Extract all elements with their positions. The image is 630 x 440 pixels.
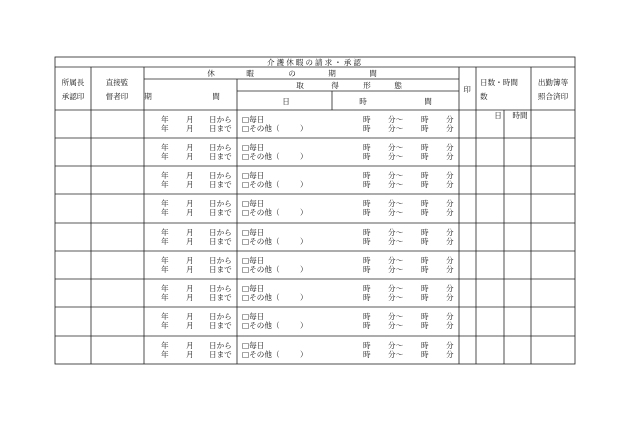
row-to-day: 日まで — [209, 321, 232, 330]
row-daily-checkbox: □毎日 — [242, 228, 265, 237]
row-daily-checkbox: □毎日 — [242, 171, 265, 180]
header-col1-line2: 承認印 — [61, 92, 85, 101]
row-time1-hour2: 時 — [421, 228, 429, 237]
row-daily-checkbox: □毎日 — [242, 199, 265, 208]
header-seal: 印 — [463, 85, 471, 94]
row-from-month: 月 — [186, 171, 194, 180]
row-time1-min2: 分 — [446, 341, 454, 350]
row-time1-hour2: 時 — [421, 256, 429, 265]
row-other-close: ） — [300, 237, 308, 246]
row-time1-min2: 分 — [446, 312, 454, 321]
row-other-checkbox: □その他（ — [242, 350, 280, 359]
row-time1-hour2: 時 — [421, 171, 429, 180]
row-time1-hour2: 時 — [421, 284, 429, 293]
row-from-month: 月 — [186, 256, 194, 265]
row-daily-checkbox: □毎日 — [242, 341, 265, 350]
row-time1-hour: 時 — [363, 228, 371, 237]
row-other-checkbox: □その他（ — [242, 180, 280, 189]
row-to-year: 年 — [161, 180, 169, 189]
row-time1-hour: 時 — [363, 312, 371, 321]
row-other-checkbox: □その他（ — [242, 208, 280, 217]
row-daily-checkbox: □毎日 — [242, 256, 265, 265]
row-time2-min: 分～ — [388, 208, 404, 217]
row-time2-hour: 時 — [363, 180, 371, 189]
row-time1-min2: 分 — [446, 228, 454, 237]
header-day: 日 — [282, 97, 290, 106]
row-time1-hour2: 時 — [421, 115, 429, 124]
row-to-day: 日まで — [209, 293, 232, 302]
row-from-month: 月 — [186, 341, 194, 350]
row-to-month: 月 — [186, 350, 194, 359]
row-time1-min: 分～ — [388, 341, 404, 350]
row-time1-hour: 時 — [363, 284, 371, 293]
row-from-year: 年 — [161, 115, 169, 124]
row-time1-min2: 分 — [446, 171, 454, 180]
row-from-year: 年 — [161, 284, 169, 293]
row-from-day: 日から — [209, 256, 232, 265]
row-time2-min2: 分 — [446, 350, 454, 359]
row-time1-hour: 時 — [363, 256, 371, 265]
row-time2-min: 分～ — [388, 152, 404, 161]
row-from-month: 月 — [186, 115, 194, 124]
row-from-day: 日から — [209, 228, 232, 237]
row-other-close: ） — [300, 180, 308, 189]
row-other-checkbox: □その他（ — [242, 237, 280, 246]
row-from-year: 年 — [161, 312, 169, 321]
row-other-checkbox: □その他（ — [242, 265, 280, 274]
row-to-day: 日まで — [209, 237, 232, 246]
row-time1-hour2: 時 — [421, 143, 429, 152]
row-to-year: 年 — [161, 124, 169, 133]
row-to-month: 月 — [186, 152, 194, 161]
row-from-day: 日から — [209, 199, 232, 208]
row-time2-min: 分～ — [388, 237, 404, 246]
row-daily-checkbox: □毎日 — [242, 115, 265, 124]
header-shutoku-1: 取 — [296, 81, 304, 90]
row-time2-hour2: 時 — [421, 265, 429, 274]
header-days-hours-2: 数 — [480, 92, 488, 101]
row-time1-min: 分～ — [388, 199, 404, 208]
row-from-day: 日から — [209, 171, 232, 180]
header-kyuka-3: の — [288, 69, 296, 78]
row-time2-min2: 分 — [446, 180, 454, 189]
header-kyuka-2: 暇 — [246, 69, 254, 78]
header-shutoku-3: 形 — [363, 81, 371, 90]
row-time2-hour2: 時 — [421, 237, 429, 246]
row-daily-checkbox: □毎日 — [242, 284, 265, 293]
row-to-month: 月 — [186, 293, 194, 302]
row-time1-hour2: 時 — [421, 341, 429, 350]
row-time1-min: 分～ — [388, 143, 404, 152]
row-from-day: 日から — [209, 143, 232, 152]
row-time2-min: 分～ — [388, 350, 404, 359]
unit-day: 日 — [494, 111, 502, 120]
row-from-day: 日から — [209, 312, 232, 321]
row-time2-hour: 時 — [363, 350, 371, 359]
row-to-year: 年 — [161, 208, 169, 217]
row-time1-hour2: 時 — [421, 199, 429, 208]
row-to-month: 月 — [186, 265, 194, 274]
header-time-2: 間 — [424, 97, 432, 106]
row-from-year: 年 — [161, 199, 169, 208]
row-to-month: 月 — [186, 208, 194, 217]
row-time1-min: 分～ — [388, 312, 404, 321]
row-from-month: 月 — [186, 284, 194, 293]
row-time1-min2: 分 — [446, 115, 454, 124]
row-time2-min2: 分 — [446, 124, 454, 133]
row-to-year: 年 — [161, 265, 169, 274]
row-time2-hour2: 時 — [421, 350, 429, 359]
header-col1-line1: 所属長 — [61, 78, 85, 87]
row-daily-checkbox: □毎日 — [242, 312, 265, 321]
unit-hours: 時間 — [512, 111, 528, 120]
row-time1-min2: 分 — [446, 143, 454, 152]
row-time1-min: 分～ — [388, 171, 404, 180]
row-time2-min: 分～ — [388, 265, 404, 274]
row-time2-hour: 時 — [363, 293, 371, 302]
row-time1-hour: 時 — [363, 199, 371, 208]
row-to-day: 日まで — [209, 265, 232, 274]
row-other-close: ） — [300, 152, 308, 161]
row-from-month: 月 — [186, 143, 194, 152]
row-time2-min: 分～ — [388, 180, 404, 189]
row-other-checkbox: □その他（ — [242, 152, 280, 161]
row-time2-min2: 分 — [446, 208, 454, 217]
row-time1-min: 分～ — [388, 115, 404, 124]
row-time2-hour2: 時 — [421, 152, 429, 161]
row-time1-min2: 分 — [446, 284, 454, 293]
row-from-year: 年 — [161, 256, 169, 265]
row-other-close: ） — [300, 350, 308, 359]
row-to-month: 月 — [186, 124, 194, 133]
header-attendance-2: 照合済印 — [537, 92, 569, 101]
row-time2-hour2: 時 — [421, 208, 429, 217]
header-period-1: 期 — [144, 92, 152, 101]
header-shutoku-4: 態 — [394, 81, 402, 90]
row-time2-hour: 時 — [363, 152, 371, 161]
row-time2-hour: 時 — [363, 124, 371, 133]
header-days-hours-1: 日数・時間 — [480, 78, 518, 87]
row-from-month: 月 — [186, 312, 194, 321]
row-to-year: 年 — [161, 152, 169, 161]
row-time1-hour: 時 — [363, 171, 371, 180]
row-to-day: 日まで — [209, 208, 232, 217]
row-from-year: 年 — [161, 171, 169, 180]
row-time1-hour: 時 — [363, 115, 371, 124]
header-kyuka-5: 間 — [369, 69, 377, 78]
row-time2-hour: 時 — [363, 265, 371, 274]
header-col2-line2: 督者印 — [105, 92, 129, 101]
row-time2-min2: 分 — [446, 152, 454, 161]
row-from-year: 年 — [161, 228, 169, 237]
row-to-day: 日まで — [209, 350, 232, 359]
row-time1-hour2: 時 — [421, 312, 429, 321]
row-daily-checkbox: □毎日 — [242, 143, 265, 152]
row-to-year: 年 — [161, 293, 169, 302]
header-col2-line1: 直接監 — [105, 78, 129, 87]
row-time2-hour2: 時 — [421, 293, 429, 302]
row-time2-min: 分～ — [388, 124, 404, 133]
row-other-close: ） — [300, 293, 308, 302]
row-time2-hour: 時 — [363, 208, 371, 217]
row-time2-min2: 分 — [446, 237, 454, 246]
row-time2-hour2: 時 — [421, 321, 429, 330]
row-other-close: ） — [300, 124, 308, 133]
row-to-day: 日まで — [209, 180, 232, 189]
row-time1-hour: 時 — [363, 341, 371, 350]
row-from-day: 日から — [209, 115, 232, 124]
row-to-month: 月 — [186, 321, 194, 330]
row-from-year: 年 — [161, 341, 169, 350]
row-time2-min: 分～ — [388, 293, 404, 302]
row-from-day: 日から — [209, 341, 232, 350]
row-time2-min2: 分 — [446, 321, 454, 330]
row-time2-min: 分～ — [388, 321, 404, 330]
row-time1-min2: 分 — [446, 199, 454, 208]
row-to-month: 月 — [186, 180, 194, 189]
form-title: 介護休暇の請求・承認 — [267, 58, 363, 67]
row-time2-min2: 分 — [446, 293, 454, 302]
row-time2-hour2: 時 — [421, 180, 429, 189]
row-other-close: ） — [300, 208, 308, 217]
row-to-month: 月 — [186, 237, 194, 246]
row-time2-hour2: 時 — [421, 124, 429, 133]
row-other-close: ） — [300, 265, 308, 274]
header-attendance-1: 出勤簿等 — [537, 78, 569, 87]
row-from-day: 日から — [209, 284, 232, 293]
header-kyuka-1: 休 — [207, 69, 215, 78]
row-time1-hour: 時 — [363, 143, 371, 152]
row-time2-hour: 時 — [363, 321, 371, 330]
row-time2-hour: 時 — [363, 237, 371, 246]
row-time2-min2: 分 — [446, 265, 454, 274]
row-from-month: 月 — [186, 228, 194, 237]
row-time1-min: 分～ — [388, 228, 404, 237]
header-time-1: 時 — [359, 97, 367, 106]
row-time1-min2: 分 — [446, 256, 454, 265]
row-to-year: 年 — [161, 350, 169, 359]
row-other-checkbox: □その他（ — [242, 124, 280, 133]
row-to-year: 年 — [161, 237, 169, 246]
row-time1-min: 分～ — [388, 284, 404, 293]
row-to-day: 日まで — [209, 152, 232, 161]
header-shutoku-2: 得 — [331, 81, 339, 90]
row-other-close: ） — [300, 321, 308, 330]
row-to-year: 年 — [161, 321, 169, 330]
row-time1-min: 分～ — [388, 256, 404, 265]
row-other-checkbox: □その他（ — [242, 321, 280, 330]
header-kyuka-4: 期 — [328, 69, 336, 78]
row-from-year: 年 — [161, 143, 169, 152]
header-period-2: 間 — [212, 92, 220, 101]
row-other-checkbox: □その他（ — [242, 293, 280, 302]
row-from-month: 月 — [186, 199, 194, 208]
row-to-day: 日まで — [209, 124, 232, 133]
